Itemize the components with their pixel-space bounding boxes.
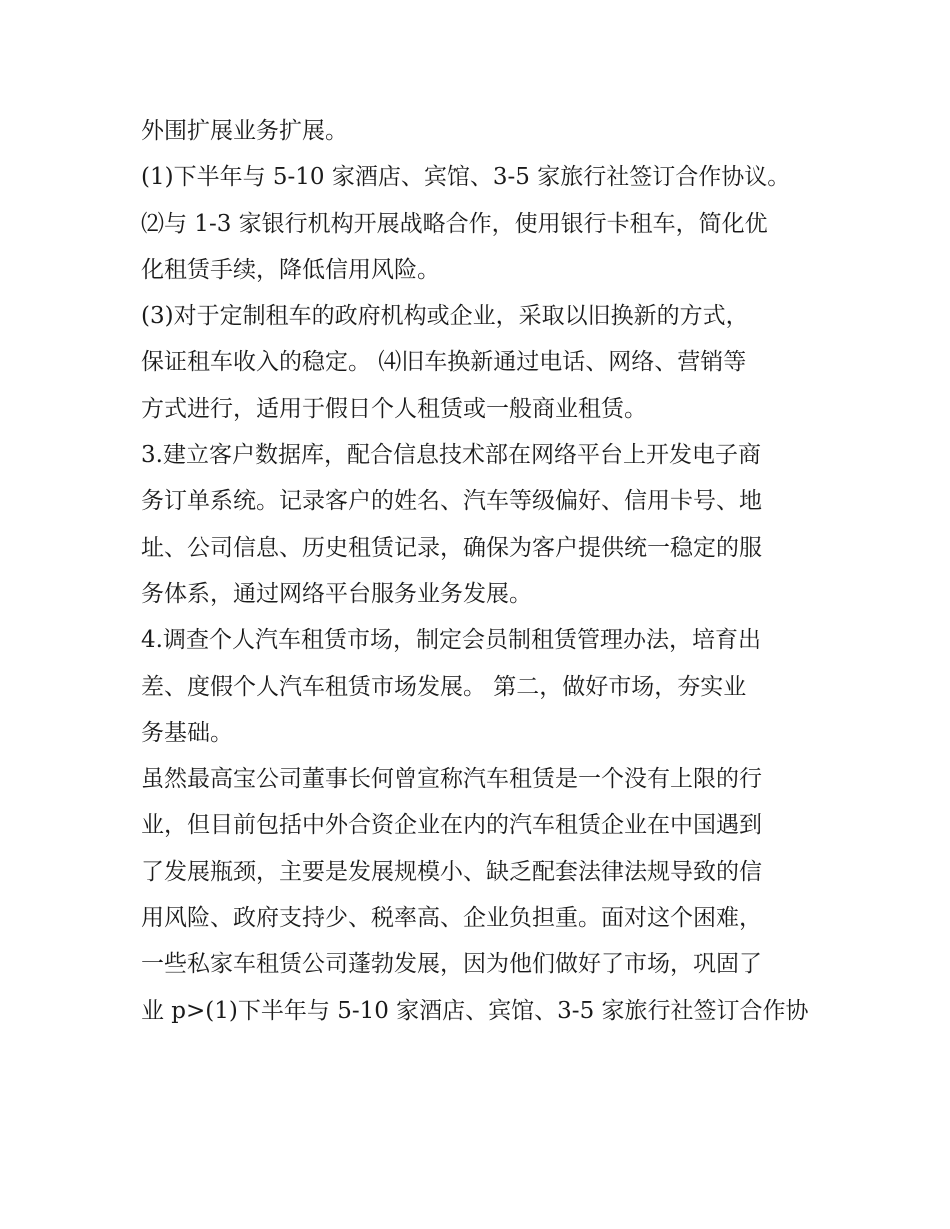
text-line: 用风险、政府支持少、税率高、企业负担重。面对这个困难， bbox=[141, 905, 762, 932]
paragraph-expansion-heading bbox=[141, 108, 821, 154]
text-line: 3.建立客户数据库，配合信息技术部在网络平台上开发电子商 bbox=[141, 442, 761, 469]
text-line: 业 p>(1)下半年与 5-10 家酒店、宾馆、3-5 家旅行社签订合作协 bbox=[141, 997, 809, 1024]
paragraph-industry-context bbox=[141, 756, 821, 1034]
text-line: 外围扩展业务扩展。 bbox=[141, 118, 348, 144]
text-line: 保证租车收入的稳定。 ⑷旧车换新通过电话、网络、营销等 bbox=[141, 349, 747, 376]
text-line: 业，但目前包括中外合资企业在内的汽车租赁企业在中国遇到 bbox=[141, 812, 762, 839]
text-line: 化租赁手续，降低信用风险。 bbox=[141, 256, 440, 283]
document-body bbox=[141, 108, 821, 1034]
paragraph-item-3 bbox=[141, 293, 821, 432]
text-line: 务体系，通过网络平台服务业务发展。 bbox=[141, 580, 532, 607]
paragraph-item-1 bbox=[141, 154, 821, 200]
paragraph-market-survey bbox=[141, 617, 821, 756]
text-line: 差、度假个人汽车租赁市场发展。 第二，做好市场，夯实业 bbox=[141, 673, 747, 700]
text-line: 4.调查个人汽车租赁市场，制定会员制租赁管理办法，培育出 bbox=[141, 627, 761, 654]
text-line: 一些私家车租赁公司蓬勃发展，因为他们做好了市场，巩固了 bbox=[141, 951, 762, 978]
text-line: 了发展瓶颈，主要是发展规模小、缺乏配套法律法规导致的信 bbox=[141, 858, 762, 885]
text-line: 务基础。 bbox=[141, 719, 233, 746]
text-line: ⑵与 1-3 家银行机构开展战略合作，使用银行卡租车，简化优 bbox=[141, 210, 768, 237]
paragraph-customer-database bbox=[141, 432, 821, 617]
text-line: 方式进行，适用于假日个人租赁或一般商业租赁。 bbox=[141, 395, 647, 422]
text-line: 址、公司信息、历史租赁记录，确保为客户提供统一稳定的服 bbox=[141, 534, 762, 561]
text-line: 虽然最高宝公司董事长何曾宣称汽车租赁是一个没有上限的行 bbox=[141, 766, 762, 793]
paragraph-item-2 bbox=[141, 201, 821, 294]
text-line: (3)对于定制租车的政府机构或企业，采取以旧换新的方式， bbox=[141, 303, 749, 330]
text-line: (1)下半年与 5-10 家酒店、宾馆、3-5 家旅行社签订合作协议。 bbox=[141, 164, 791, 191]
text-line: 务订单系统。记录客户的姓名、汽车等级偏好、信用卡号、地 bbox=[141, 488, 762, 515]
